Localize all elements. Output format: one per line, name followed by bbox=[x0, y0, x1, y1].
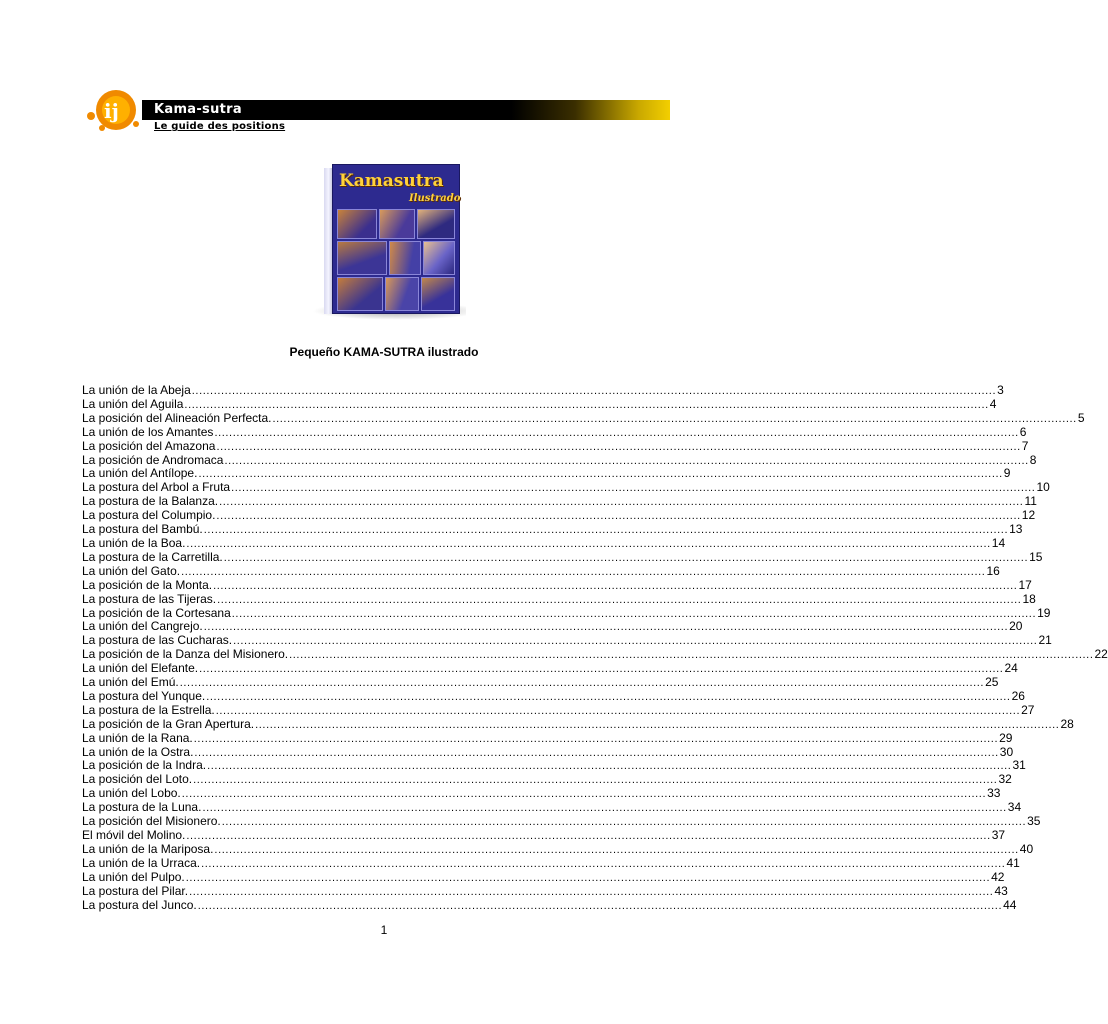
toc-entry-page: 27 bbox=[1021, 702, 1035, 717]
toc-entry[interactable] bbox=[82, 591, 1036, 607]
book-subtitle: Ilustrado bbox=[409, 193, 461, 204]
toc-entry-page: 24 bbox=[1004, 661, 1018, 676]
toc-entry-page: 4 bbox=[989, 396, 997, 411]
toc-entry-page: 20 bbox=[1009, 619, 1023, 634]
toc-entry-label: La posición de la Indra. bbox=[82, 758, 207, 773]
toc-entry-label: La unión de la Urraca. bbox=[82, 855, 201, 870]
toc-dot-leader: ............................................................................................................................................................................................................................ bbox=[214, 843, 1019, 856]
toc-entry[interactable] bbox=[82, 466, 1011, 481]
photo-tile bbox=[385, 277, 419, 311]
toc-dot-leader: ............................................................................................................................................................................................................................ bbox=[185, 871, 991, 884]
svg-text:ij: ij bbox=[104, 99, 119, 123]
photo-tile bbox=[337, 209, 377, 239]
book-front-cover bbox=[332, 164, 460, 314]
toc-entry[interactable] bbox=[82, 480, 1050, 495]
toc-entry-page: 13 bbox=[1009, 522, 1023, 537]
toc-entry-label: La postura de la Carretilla. bbox=[82, 549, 223, 564]
toc-entry-label: La posición de la Cortesana bbox=[82, 605, 231, 620]
toc-entry[interactable] bbox=[82, 563, 1000, 579]
toc-entry-page: 10 bbox=[1036, 480, 1050, 495]
toc-dot-leader: ............................................................................................................................................................................................................................ bbox=[203, 524, 1009, 537]
toc-dot-leader: ............................................................................................................................................................................................................................ bbox=[199, 663, 1004, 676]
toc-entry-page: 11 bbox=[1024, 494, 1037, 509]
toc-dot-leader: ............................................................................................................................................................................................................................ bbox=[193, 774, 998, 787]
document-title: Pequeño KAMA-SUTRA ilustrado bbox=[289, 345, 479, 359]
toc-dot-leader: ............................................................................................................................................................................................................................ bbox=[203, 621, 1009, 634]
toc-entry[interactable] bbox=[82, 577, 1032, 593]
photo-tile bbox=[423, 241, 455, 275]
toc-dot-leader: ............................................................................................................................................................................................................................ bbox=[231, 607, 1037, 620]
toc-entry[interactable] bbox=[82, 883, 1008, 899]
toc-dot-leader: ............................................................................................................................................................................................................................ bbox=[193, 732, 999, 745]
toc-entry-label: La unión de la Mariposa. bbox=[82, 841, 214, 856]
toc-entry-page: 12 bbox=[1021, 508, 1036, 523]
toc-entry-label: La postura de la Estrella. bbox=[82, 702, 215, 717]
toc-entry-label: La postura de la Balanza. bbox=[82, 494, 219, 509]
toc-entry-page: 32 bbox=[998, 772, 1012, 787]
toc-entry-page: 31 bbox=[1012, 758, 1026, 773]
book-cover-image bbox=[312, 164, 466, 320]
toc-entry[interactable] bbox=[82, 494, 1037, 509]
photo-tile bbox=[337, 241, 387, 275]
toc-entry[interactable] bbox=[82, 424, 1027, 440]
toc-dot-leader: ............................................................................................................................................................................................................................ bbox=[181, 788, 987, 801]
toc-dot-leader: ............................................................................................................................................................................................................................ bbox=[289, 649, 1094, 662]
toc-entry[interactable] bbox=[82, 814, 1041, 829]
photo-tile bbox=[389, 241, 421, 275]
toc-entry-label: La postura del Junco. bbox=[82, 897, 197, 912]
page-number: 1 bbox=[380, 923, 388, 937]
toc-entry-page: 17 bbox=[1018, 577, 1032, 592]
toc-dot-leader: ............................................................................................................................................................................................................................ bbox=[217, 593, 1022, 606]
toc-entry-label: La unión del Gato. bbox=[82, 563, 181, 578]
toc-dot-leader: ............................................................................................................................................................................................................................ bbox=[207, 760, 1012, 773]
toc-entry-label: La postura del Arbol a Fruta bbox=[82, 480, 231, 495]
toc-entry[interactable] bbox=[82, 410, 1085, 426]
toc-entry[interactable] bbox=[82, 452, 1037, 468]
toc-entry[interactable] bbox=[82, 396, 997, 412]
photo-tile bbox=[421, 277, 455, 311]
toc-entry[interactable] bbox=[82, 647, 1108, 662]
toc-entry-label: La posición de la Monta. bbox=[82, 577, 213, 592]
table-of-contents bbox=[82, 383, 1108, 912]
toc-entry-page: 43 bbox=[994, 883, 1008, 898]
toc-entry-label: La postura de las Tijeras. bbox=[82, 591, 217, 606]
toc-dot-leader: ............................................................................................................................................................................................................................ bbox=[219, 496, 1024, 509]
toc-entry-label: La unión de la Boa. bbox=[82, 535, 186, 550]
toc-entry[interactable] bbox=[82, 730, 1013, 746]
toc-entry-page: 41 bbox=[1006, 855, 1020, 870]
toc-entry[interactable] bbox=[82, 522, 1023, 537]
toc-entry[interactable] bbox=[82, 716, 1074, 732]
toc-entry-label: La postura del Yunque. bbox=[82, 688, 206, 703]
toc-entry[interactable] bbox=[82, 619, 1023, 634]
toc-dot-leader: ............................................................................................................................................................................................................................ bbox=[216, 440, 1021, 453]
toc-entry-label: La postura del Columpio. bbox=[82, 508, 216, 523]
toc-dot-leader: ............................................................................................................................................................................................................................ bbox=[189, 885, 994, 898]
toc-entry[interactable] bbox=[82, 702, 1035, 718]
toc-entry-label: La unión de la Ostra. bbox=[82, 744, 194, 759]
toc-entry[interactable] bbox=[82, 828, 1006, 843]
toc-dot-leader: ............................................................................................................................................................................................................................ bbox=[216, 510, 1021, 523]
toc-entry-label: La unión de los Amantes bbox=[82, 424, 214, 439]
toc-dot-leader: ............................................................................................................................................................................................................................ bbox=[214, 426, 1019, 439]
photo-tile bbox=[417, 209, 455, 239]
toc-entry-page: 8 bbox=[1029, 452, 1037, 467]
toc-entry-page: 22 bbox=[1094, 647, 1108, 662]
toc-entry[interactable] bbox=[82, 633, 1052, 648]
photo-tile bbox=[379, 209, 415, 239]
toc-entry-page: 42 bbox=[991, 869, 1005, 884]
toc-entry-page: 29 bbox=[999, 730, 1013, 745]
toc-dot-leader: ............................................................................................................................................................................................................................ bbox=[215, 704, 1021, 717]
toc-entry-label: La posición de Andromaca bbox=[82, 452, 224, 467]
toc-entry-label: La postura de la Luna. bbox=[82, 800, 202, 815]
toc-entry[interactable] bbox=[82, 688, 1025, 704]
toc-entry[interactable] bbox=[82, 897, 1017, 913]
toc-entry-page: 6 bbox=[1019, 424, 1027, 439]
toc-dot-leader: ............................................................................................................................................................................................................................ bbox=[191, 385, 997, 397]
toc-entry-label: La unión del Antílope. bbox=[82, 466, 198, 481]
toc-entry-page: 44 bbox=[1003, 897, 1017, 912]
toc-entry[interactable] bbox=[82, 841, 1034, 857]
toc-entry[interactable] bbox=[82, 605, 1051, 621]
toc-entry-page: 16 bbox=[986, 563, 1000, 578]
toc-entry-label: La posición del Alineación Perfecta. bbox=[82, 410, 272, 425]
toc-entry-label: La unión del Cangrejo. bbox=[82, 619, 203, 634]
toc-entry-label: La postura de las Cucharas. bbox=[82, 633, 233, 648]
toc-dot-leader: ............................................................................................................................................................................................................................ bbox=[255, 718, 1060, 731]
toc-entry[interactable] bbox=[82, 744, 1014, 760]
toc-dot-leader: ............................................................................................................................................................................................................................ bbox=[206, 690, 1011, 703]
toc-entry-label: La posición del Amazona bbox=[82, 438, 216, 453]
toc-entry[interactable] bbox=[82, 549, 1043, 565]
toc-entry[interactable] bbox=[82, 535, 1006, 551]
toc-entry-page: 25 bbox=[985, 675, 999, 690]
toc-entry-label: La posición del Misionero. bbox=[82, 814, 221, 829]
toc-entry-label: El móvil del Molino. bbox=[82, 828, 186, 842]
toc-dot-leader: ............................................................................................................................................................................................................................ bbox=[233, 635, 1038, 648]
header-banner bbox=[82, 88, 670, 134]
toc-dot-leader: ............................................................................................................................................................................................................................ bbox=[184, 398, 989, 411]
toc-entry-page: 37 bbox=[991, 828, 1006, 842]
toc-dot-leader: ............................................................................................................................................................................................................................ bbox=[186, 537, 991, 550]
toc-entry-label: La posición del Loto. bbox=[82, 772, 193, 787]
toc-dot-leader: ............................................................................................................................................................................................................................ bbox=[202, 802, 1007, 815]
toc-entry-label: La unión del Lobo. bbox=[82, 786, 181, 801]
toc-dot-leader: ............................................................................................................................................................................................................................ bbox=[186, 830, 991, 842]
toc-dot-leader: ............................................................................................................................................................................................................................ bbox=[223, 551, 1029, 564]
toc-entry-label: La unión de la Rana. bbox=[82, 730, 193, 745]
toc-entry-page: 18 bbox=[1022, 591, 1036, 606]
toc-entry-page: 19 bbox=[1037, 605, 1051, 620]
toc-entry-page: 7 bbox=[1021, 438, 1029, 453]
toc-entry-page: 14 bbox=[991, 535, 1006, 550]
toc-entry-page: 33 bbox=[987, 786, 1001, 801]
toc-entry-page: 30 bbox=[999, 744, 1014, 759]
banner-title: Kama-sutra bbox=[154, 102, 242, 117]
toc-entry-label: La postura del Pilar. bbox=[82, 883, 189, 898]
toc-entry-page: 21 bbox=[1038, 633, 1052, 648]
toc-entry[interactable] bbox=[82, 675, 999, 690]
toc-entry-label: La posición de la Danza del Misionero. bbox=[82, 647, 289, 662]
toc-dot-leader: ............................................................................................................................................................................................................................ bbox=[197, 899, 1003, 912]
toc-dot-leader: ............................................................................................................................................................................................................................ bbox=[198, 468, 1003, 481]
toc-entry[interactable] bbox=[82, 661, 1018, 676]
toc-entry[interactable] bbox=[82, 855, 1020, 871]
toc-dot-leader: ............................................................................................................................................................................................................................ bbox=[213, 579, 1018, 592]
toc-entry[interactable] bbox=[82, 508, 1036, 523]
toc-entry[interactable] bbox=[82, 383, 1004, 398]
toc-entry-page: 15 bbox=[1029, 549, 1043, 564]
toc-entry[interactable] bbox=[82, 438, 1029, 454]
toc-dot-leader: ............................................................................................................................................................................................................................ bbox=[272, 412, 1077, 425]
toc-entry-page: 34 bbox=[1007, 800, 1022, 815]
toc-dot-leader: ............................................................................................................................................................................................................................ bbox=[181, 565, 986, 578]
toc-dot-leader: ............................................................................................................................................................................................................................ bbox=[194, 746, 999, 759]
toc-entry-label: La unión del Elefante. bbox=[82, 661, 199, 676]
toc-dot-leader: ............................................................................................................................................................................................................................ bbox=[221, 816, 1027, 829]
toc-entry[interactable] bbox=[82, 869, 1005, 885]
toc-entry[interactable] bbox=[82, 800, 1022, 815]
book-title: Kamasutra bbox=[339, 171, 444, 191]
toc-entry-page: 5 bbox=[1077, 410, 1085, 425]
toc-entry-page: 40 bbox=[1019, 841, 1034, 856]
toc-entry-label: La unión del Pulpo. bbox=[82, 869, 185, 884]
toc-entry-label: La posición de la Gran Apertura. bbox=[82, 716, 255, 731]
toc-entry-page: 28 bbox=[1060, 716, 1074, 731]
toc-entry-page: 26 bbox=[1011, 688, 1025, 703]
toc-entry[interactable] bbox=[82, 772, 1012, 787]
toc-dot-leader: ............................................................................................................................................................................................................................ bbox=[224, 454, 1029, 467]
toc-dot-leader: ............................................................................................................................................................................................................................ bbox=[231, 482, 1036, 495]
toc-entry[interactable] bbox=[82, 758, 1026, 773]
toc-entry-page: 3 bbox=[997, 383, 1004, 397]
toc-dot-leader: ............................................................................................................................................................................................................................ bbox=[179, 677, 985, 690]
toc-entry-page: 35 bbox=[1027, 814, 1041, 829]
toc-entry-page: 9 bbox=[1003, 466, 1011, 481]
toc-entry-label: La postura del Bambú. bbox=[82, 522, 203, 537]
toc-entry-label: La unión del Aguila bbox=[82, 396, 184, 411]
book-photo-grid bbox=[337, 209, 455, 311]
banner-subtitle: Le guide des positions bbox=[154, 121, 286, 132]
toc-dot-leader: ............................................................................................................................................................................................................................ bbox=[201, 857, 1006, 870]
toc-entry[interactable] bbox=[82, 786, 1001, 801]
toc-entry-label: La unión de la Abeja bbox=[82, 383, 191, 397]
photo-tile bbox=[337, 277, 383, 311]
toc-entry-label: La unión del Emú. bbox=[82, 675, 179, 690]
